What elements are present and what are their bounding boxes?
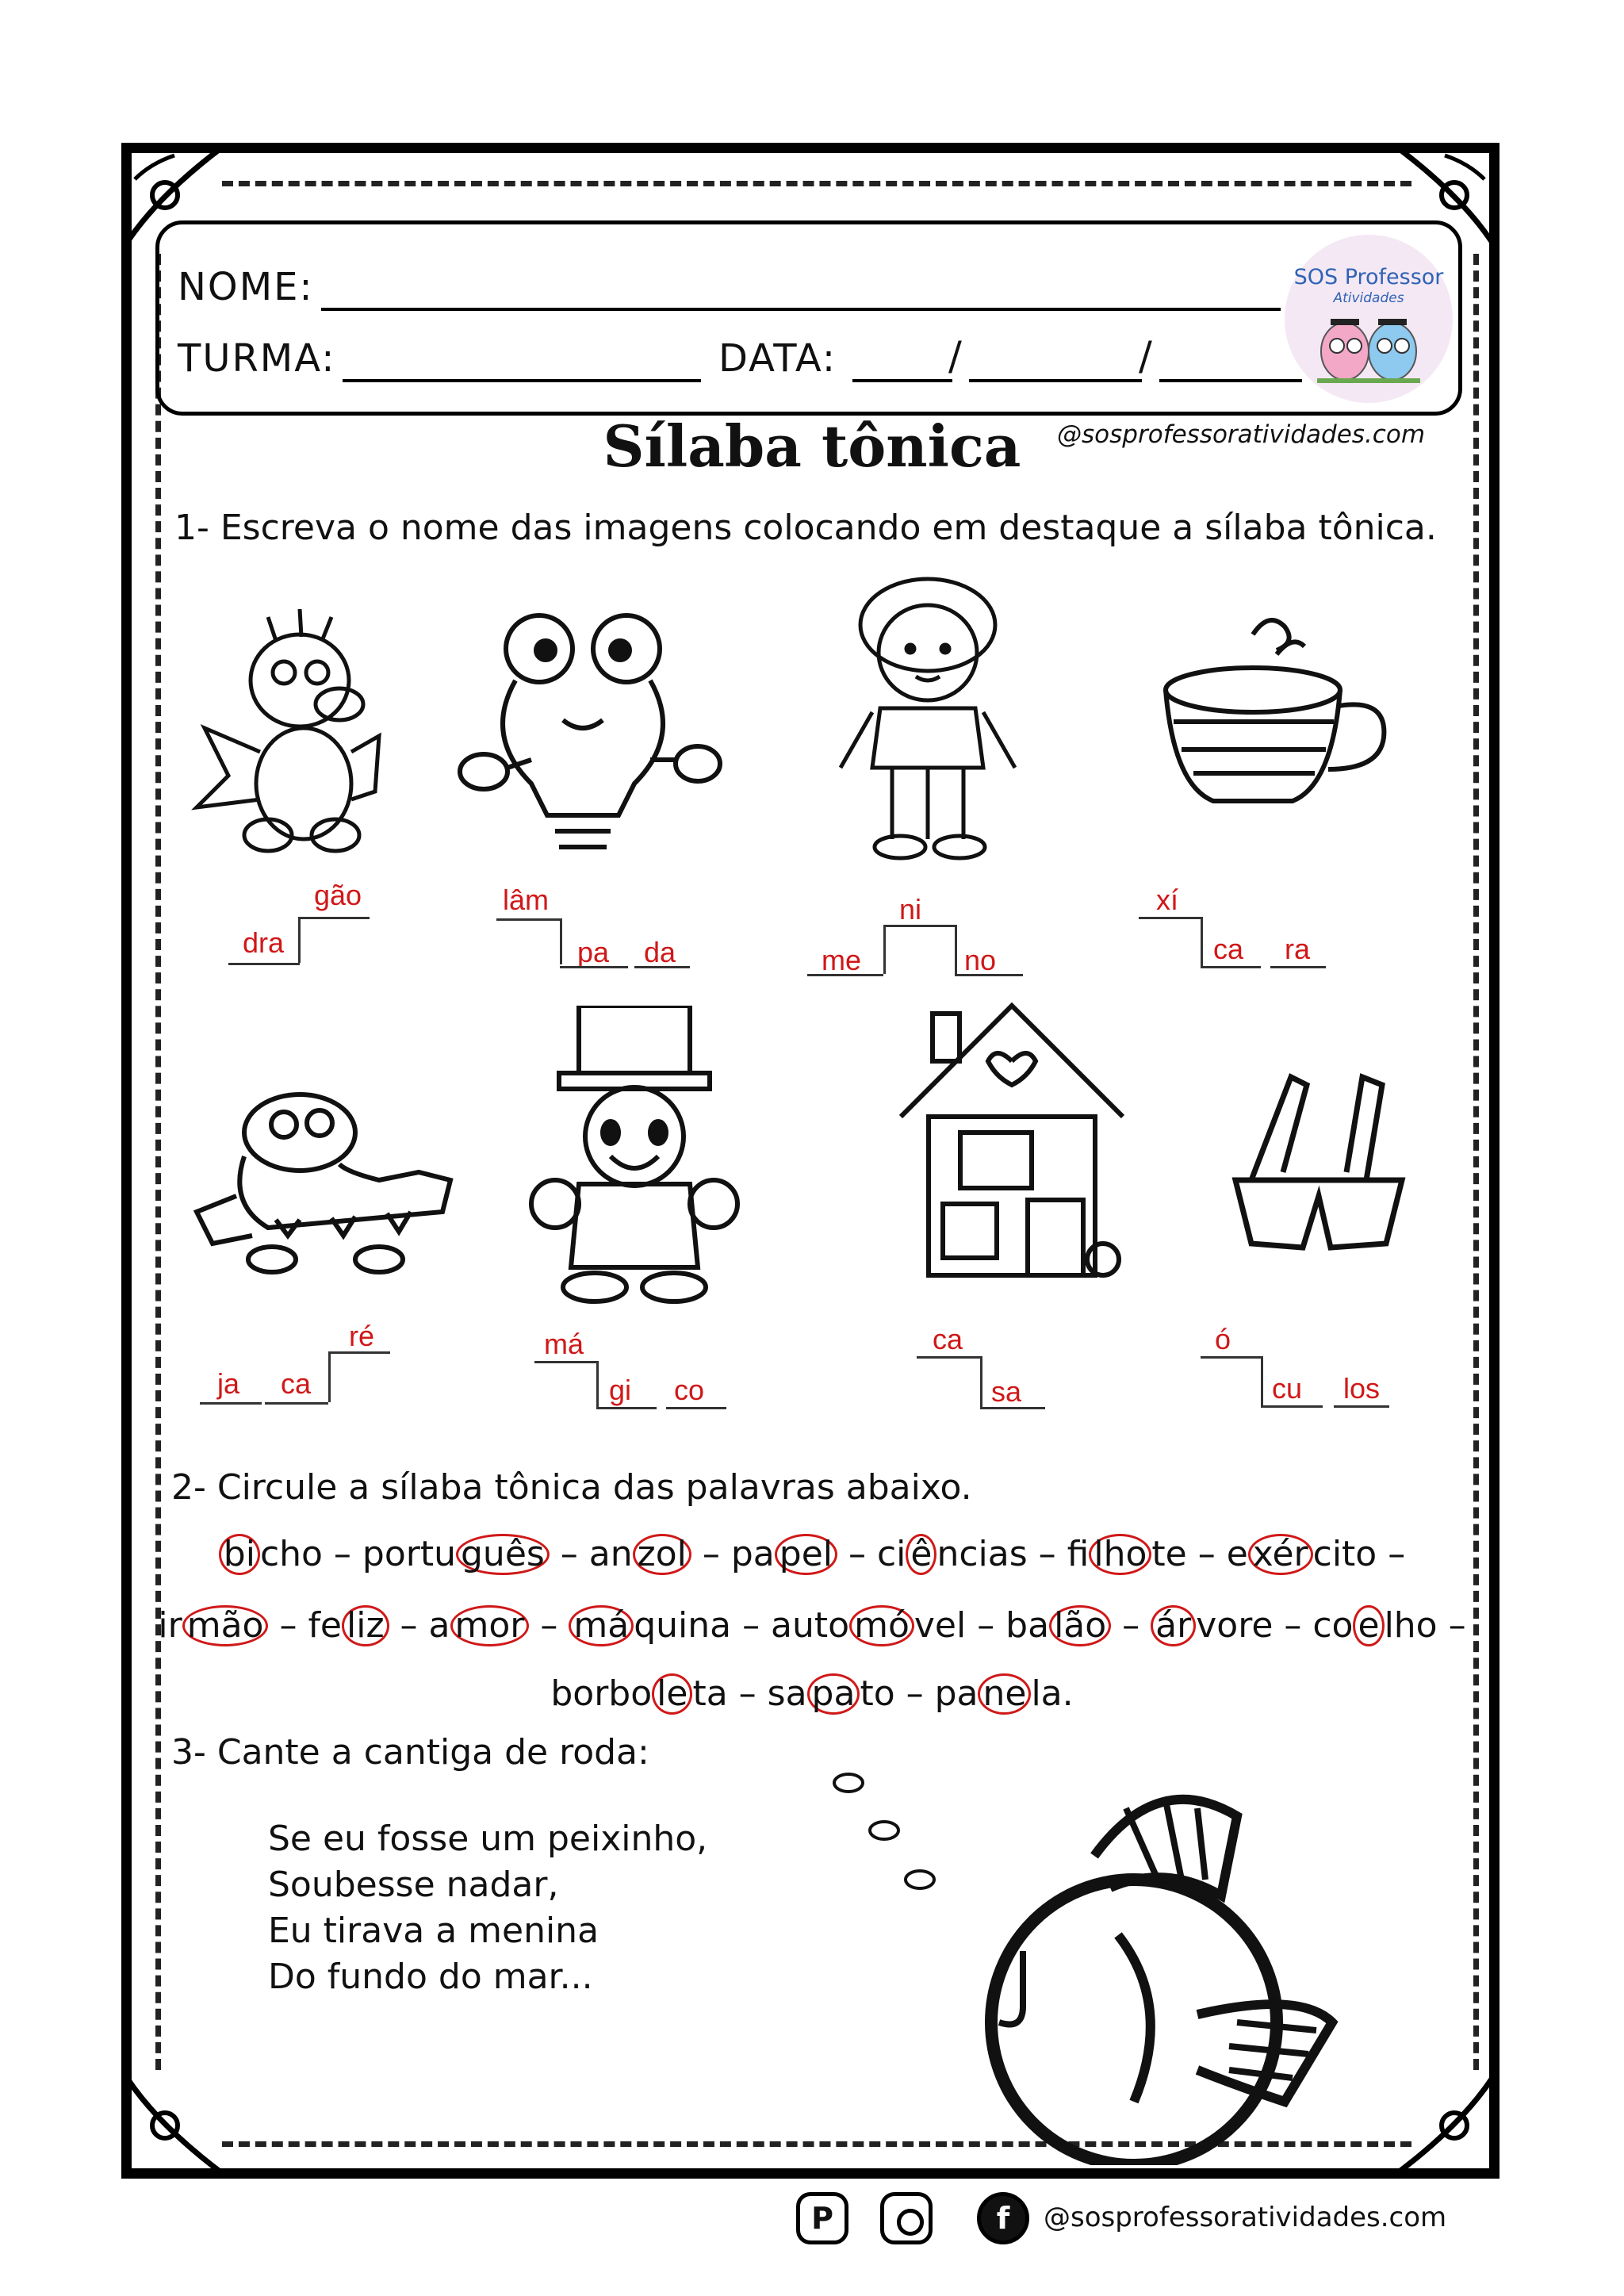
date-year-field[interactable] [1159, 379, 1302, 382]
syllable-step [596, 1407, 657, 1409]
house-icon [893, 998, 1131, 1283]
syllable-step [298, 917, 370, 919]
syllable-step [883, 925, 955, 927]
poem-line: Soubesse nadar, [268, 1865, 559, 1905]
facebook-icon[interactable]: f [977, 2192, 1029, 2244]
syllable: co [674, 1374, 705, 1406]
handle-top: @sosprofessoratividades.com [1057, 420, 1426, 449]
word-part: – sa [727, 1673, 807, 1714]
date-separator: / [948, 333, 962, 379]
syllable-step [200, 1402, 262, 1405]
tonic-syllable-circle[interactable]: lão [1049, 1605, 1111, 1646]
step-riser [1201, 917, 1203, 966]
poem [268, 1816, 707, 2000]
word-part: borbo [550, 1673, 653, 1714]
crocodile-icon [181, 1077, 458, 1283]
word-part: – ba [966, 1605, 1050, 1646]
syllable: gi [609, 1374, 632, 1406]
word-part: – co [1273, 1605, 1354, 1646]
word-part: vel [914, 1605, 967, 1646]
name-field[interactable] [321, 308, 1281, 311]
syllable-tonic: ni [899, 893, 922, 926]
syllable-step [228, 963, 300, 965]
syllable: ca [1213, 933, 1244, 965]
syllable-tonic: ré [349, 1320, 375, 1352]
step-riser [328, 1351, 331, 1402]
word-part: ta [692, 1673, 728, 1714]
syllable-tonic: ó [1215, 1323, 1231, 1355]
turma-label: TURMA: [178, 336, 336, 381]
tonic-syllable-circle[interactable]: le [652, 1673, 692, 1715]
syllable: ra [1285, 933, 1311, 965]
syllable-step [1201, 1356, 1261, 1359]
step-riser [955, 925, 957, 974]
word-part: te [1151, 1534, 1187, 1574]
word-part: – auto [731, 1605, 850, 1646]
logo-subtext: Atividades [1333, 290, 1404, 306]
question-2: 2- Circule a sílaba tônica das palavras abaixo. [171, 1467, 972, 1508]
poem-line: Se eu fosse um peixinho, [268, 1819, 708, 1859]
syllable: ja [217, 1367, 240, 1400]
tonic-syllable-circle[interactable]: bi [219, 1534, 260, 1575]
instagram-icon[interactable] [880, 2192, 933, 2244]
syllable-step [1334, 1405, 1389, 1408]
word-part: – fi [1027, 1534, 1090, 1574]
syllable-tonic: ca [933, 1323, 963, 1355]
word-part: – fe [268, 1605, 343, 1646]
dragon-icon [181, 593, 387, 863]
word-part: lho – [1384, 1605, 1466, 1646]
glasses-icon [1228, 1069, 1410, 1267]
tonic-syllable-circle[interactable]: guês [456, 1534, 550, 1575]
step-riser [560, 918, 562, 964]
syllable: da [644, 936, 676, 968]
word-list-line-3 [0, 1673, 1624, 1715]
boy-icon [825, 569, 1031, 863]
pinterest-icon[interactable]: P [796, 2192, 848, 2244]
poem-line: Do fundo do mar... [268, 1957, 593, 1997]
syllable-step [1270, 966, 1326, 968]
word-part: – ci [837, 1534, 906, 1574]
syllable-step [265, 1402, 328, 1405]
magician-icon [508, 1006, 769, 1307]
word-part: cito – [1312, 1534, 1406, 1574]
word-part: – pa [691, 1534, 775, 1574]
syllable-step [634, 966, 690, 968]
syllable-tonic: xí [1156, 884, 1179, 916]
word-part: quina [634, 1605, 732, 1646]
footer-handle: @sosprofessoratividades.com [1044, 2202, 1447, 2233]
syllable: dra [243, 926, 285, 959]
cup-icon [1158, 611, 1396, 825]
word-part: ir [158, 1605, 182, 1646]
turma-field[interactable] [343, 379, 701, 382]
left-dashed-border [155, 254, 161, 2070]
tonic-syllable-circle[interactable]: pel [775, 1534, 837, 1575]
tonic-syllable-circle[interactable]: mão [182, 1605, 269, 1646]
syllable-step [534, 1361, 596, 1363]
page-title: Sílaba tônica [603, 412, 1021, 480]
fish-icon [825, 1769, 1538, 2165]
tonic-syllable-circle[interactable]: ne [978, 1673, 1031, 1715]
tonic-syllable-circle[interactable]: lho [1089, 1534, 1151, 1575]
owl-logo-icon [1313, 308, 1424, 387]
lamp-icon [452, 601, 730, 863]
date-day-field[interactable] [852, 379, 952, 382]
step-riser [1261, 1356, 1263, 1405]
tonic-syllable-circle[interactable]: má [569, 1605, 634, 1646]
name-label: NOME: [178, 265, 314, 309]
word-list-line-1 [0, 1534, 1624, 1575]
step-riser [298, 917, 301, 963]
data-label: DATA: [718, 336, 837, 381]
syllable-step [955, 974, 1023, 976]
syllable: ca [281, 1367, 312, 1400]
syllable-step [560, 966, 628, 968]
tonic-syllable-circle[interactable]: ê [906, 1534, 936, 1575]
tonic-syllable-circle[interactable]: mor [450, 1605, 530, 1646]
tonic-syllable-circle[interactable]: xér [1248, 1534, 1313, 1575]
date-separator: / [1139, 333, 1152, 379]
syllable: cu [1272, 1372, 1303, 1405]
logo-text: SOS Professor [1293, 265, 1444, 289]
syllable-step [1139, 917, 1201, 919]
tonic-syllable-circle[interactable]: ár [1151, 1605, 1196, 1646]
syllable: pa [577, 936, 610, 968]
word-part: vore [1196, 1605, 1274, 1646]
word-part: – pa [894, 1673, 979, 1714]
date-month-field[interactable] [969, 379, 1142, 382]
step-riser [596, 1361, 599, 1407]
syllable: me [822, 944, 862, 976]
syllable-step [1201, 966, 1261, 968]
poem-line: Eu tirava a menina [268, 1911, 599, 1951]
syllable-step [328, 1351, 390, 1354]
word-part: – e [1186, 1534, 1248, 1574]
syllable: no [964, 944, 997, 976]
syllable-step [917, 1356, 980, 1359]
syllable-step [496, 918, 560, 921]
word-part: – portu [322, 1534, 456, 1574]
step-riser [883, 925, 886, 974]
syllable-step [807, 974, 883, 976]
question-3: 3- Cante a cantiga de roda: [171, 1732, 649, 1773]
syllable-step [1261, 1405, 1323, 1408]
tonic-syllable-circle[interactable]: pa [807, 1673, 860, 1715]
word-part: to [860, 1673, 895, 1714]
syllable-step [666, 1407, 726, 1409]
header-box [155, 220, 1462, 416]
word-part: – [1111, 1605, 1151, 1646]
tonic-syllable-circle[interactable]: zol [633, 1534, 691, 1575]
word-part: – a [389, 1605, 450, 1646]
syllable-tonic: lâm [503, 884, 550, 916]
syllable-tonic: má [544, 1328, 584, 1360]
syllable: sa [991, 1375, 1022, 1408]
logo [1285, 235, 1453, 403]
corner-ornament-icon [127, 2070, 230, 2173]
word-part: ncias [936, 1534, 1028, 1574]
tonic-syllable-circle[interactable]: mó [849, 1605, 914, 1646]
tonic-syllable-circle[interactable]: liz [342, 1605, 389, 1646]
tonic-syllable-circle[interactable]: e [1353, 1605, 1384, 1646]
word-part: la. [1031, 1673, 1074, 1714]
word-part: – [529, 1605, 569, 1646]
syllable-step [980, 1407, 1045, 1409]
word-part: – an [549, 1534, 633, 1574]
question-1: 1- Escreva o nome das imagens colocando em destaque a sílaba tônica. [174, 508, 1437, 548]
word-part: cho [259, 1534, 323, 1574]
top-dashed-border [222, 181, 1411, 186]
syllable-tonic: gão [314, 879, 362, 911]
syllable: los [1343, 1372, 1381, 1405]
word-list-line-2 [0, 1605, 1624, 1646]
step-riser [980, 1356, 982, 1407]
